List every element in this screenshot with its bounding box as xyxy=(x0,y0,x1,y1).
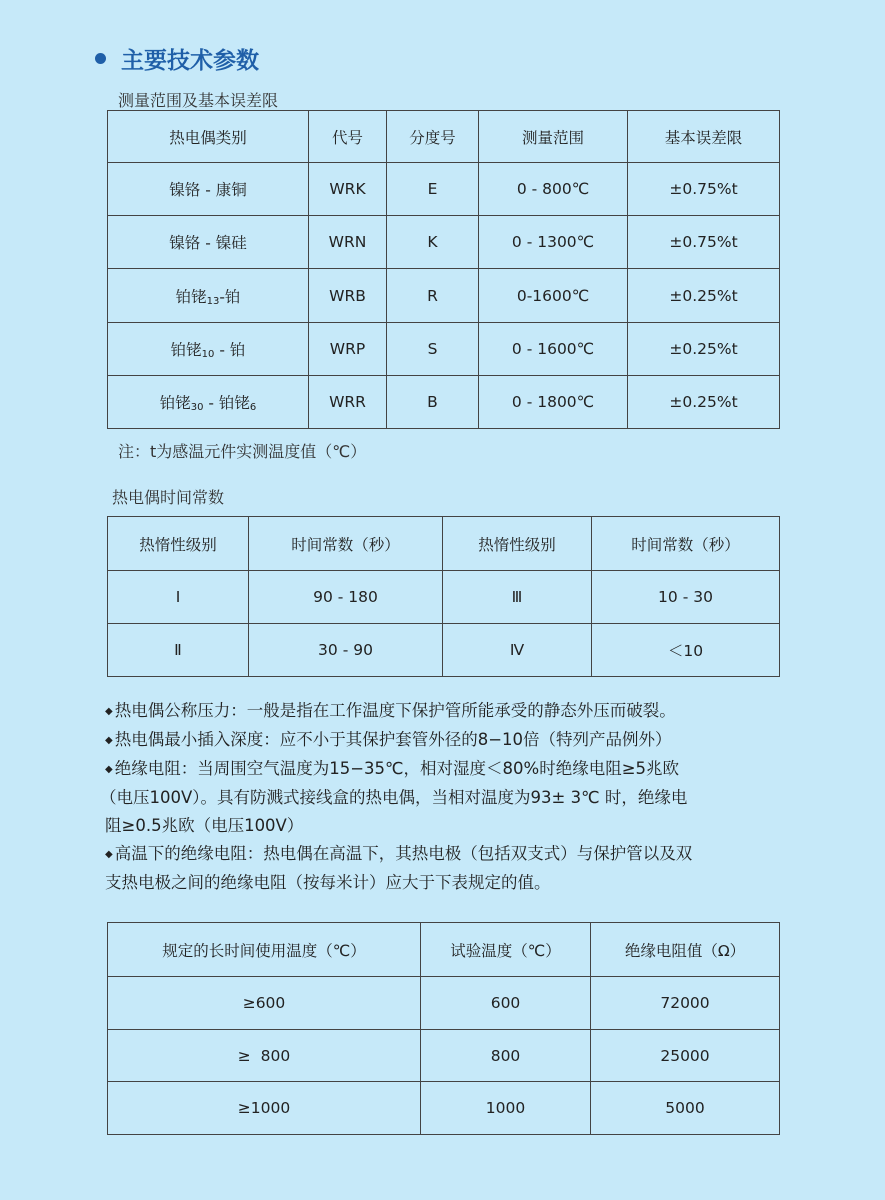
bullet-line: 阻≥0.5兆欧（电压100V） xyxy=(105,816,304,835)
range-cell: 0 - 1800℃ xyxy=(479,376,628,429)
time-cell: 30 - 90 xyxy=(249,624,443,677)
diamond-icon: ◆ xyxy=(105,764,113,775)
spec-bullets xyxy=(100,697,785,897)
test-temp-cell: 800 xyxy=(421,1030,591,1082)
table1-subtitle: 测量范围及基本误差限 xyxy=(118,91,279,110)
time-cell: 90 - 180 xyxy=(249,571,443,624)
time-cell: 10 - 30 xyxy=(592,571,780,624)
range-cell: 0 - 1300℃ xyxy=(479,216,628,269)
type-cell: 铂铑10 - 铂 xyxy=(108,323,309,376)
table-header-row xyxy=(108,517,780,571)
table-row xyxy=(108,1082,780,1135)
section-title: 主要技术参数 xyxy=(121,48,259,74)
header-cell: 分度号 xyxy=(387,111,479,163)
error-cell: ±0.25%t xyxy=(628,323,780,376)
table-row xyxy=(108,323,780,376)
header-cell: 规定的长时间使用温度（℃） xyxy=(108,923,421,977)
header-cell: 绝缘电阻值（Ω） xyxy=(591,923,780,977)
graduation-cell: K xyxy=(387,216,479,269)
level-cell: Ⅱ xyxy=(108,624,249,677)
error-cell: ±0.25%t xyxy=(628,269,780,323)
graduation-cell: B xyxy=(387,376,479,429)
resistance-cell: 5000 xyxy=(591,1082,780,1135)
header-cell: 时间常数（秒） xyxy=(592,517,780,571)
test-temp-cell: 1000 xyxy=(421,1082,591,1135)
graduation-cell: S xyxy=(387,323,479,376)
measurement-range-table xyxy=(107,110,780,429)
header-cell: 基本误差限 xyxy=(628,111,780,163)
code-cell: WRN xyxy=(309,216,387,269)
range-cell: 0-1600℃ xyxy=(479,269,628,323)
range-cell: 0 - 800℃ xyxy=(479,163,628,216)
table-row xyxy=(108,269,780,323)
use-temp-cell: ≥1000 xyxy=(108,1082,421,1135)
diamond-icon: ◆ xyxy=(105,735,113,746)
table-row xyxy=(108,376,780,429)
header-cell: 热惰性级别 xyxy=(443,517,592,571)
level-cell: Ⅰ xyxy=(108,571,249,624)
type-cell: 镍铬 - 镍硅 xyxy=(108,216,309,269)
table1-note: 注：t为感温元件实测温度值（℃） xyxy=(118,442,367,461)
table-header-row xyxy=(108,923,780,977)
insulation-resistance-table xyxy=(107,922,780,1135)
level-cell: Ⅲ xyxy=(443,571,592,624)
type-cell: 铂铑30 - 铂铑6 xyxy=(108,376,309,429)
bullet-dot-icon xyxy=(95,53,106,64)
header-cell: 时间常数（秒） xyxy=(249,517,443,571)
bullet-line: （电压100V）。具有防溅式接线盒的热电偶，当相对温度为93± 3℃ 时，绝缘电 xyxy=(100,788,688,807)
header-cell: 热电偶类别 xyxy=(108,111,309,163)
table-header-row xyxy=(108,111,780,163)
graduation-cell: E xyxy=(387,163,479,216)
table-row xyxy=(108,216,780,269)
resistance-cell: 72000 xyxy=(591,977,780,1030)
table-row xyxy=(108,624,780,677)
time-constant-table xyxy=(107,516,780,677)
header-cell: 热惰性级别 xyxy=(108,517,249,571)
test-temp-cell: 600 xyxy=(421,977,591,1030)
table-row xyxy=(108,571,780,624)
bullet-item: ◆ 热电偶最小插入深度：应不小于其保护套管外径的8−10倍（特列产品例外） xyxy=(105,730,672,749)
type-cell: 镍铬 - 康铜 xyxy=(108,163,309,216)
level-cell: Ⅳ xyxy=(443,624,592,677)
bullet-item: ◆ 高温下的绝缘电阻：热电偶在高温下，其热电极（包括双支式）与保护管以及双 xyxy=(105,844,693,863)
table2-subtitle: 热电偶时间常数 xyxy=(112,488,225,507)
code-cell: WRP xyxy=(309,323,387,376)
table-row xyxy=(108,163,780,216)
bullet-line: 支热电极之间的绝缘电阻（按每米计）应大于下表规定的值。 xyxy=(105,873,551,892)
section-heading xyxy=(95,42,259,75)
resistance-cell: 25000 xyxy=(591,1030,780,1082)
type-cell: 铂铑13-铂 xyxy=(108,269,309,323)
header-cell: 代号 xyxy=(309,111,387,163)
table-row xyxy=(108,977,780,1030)
graduation-cell: R xyxy=(387,269,479,323)
error-cell: ±0.75%t xyxy=(628,163,780,216)
error-cell: ±0.75%t xyxy=(628,216,780,269)
use-temp-cell: ≥600 xyxy=(108,977,421,1030)
diamond-icon: ◆ xyxy=(105,706,113,717)
error-cell: ±0.25%t xyxy=(628,376,780,429)
time-cell: ＜10 xyxy=(592,624,780,677)
code-cell: WRK xyxy=(309,163,387,216)
code-cell: WRR xyxy=(309,376,387,429)
diamond-icon: ◆ xyxy=(105,849,113,860)
header-cell: 测量范围 xyxy=(479,111,628,163)
code-cell: WRB xyxy=(309,269,387,323)
table-row xyxy=(108,1030,780,1082)
use-temp-cell: ≥ 800 xyxy=(108,1030,421,1082)
range-cell: 0 - 1600℃ xyxy=(479,323,628,376)
bullet-item: ◆ 绝缘电阻：当周围空气温度为15−35℃，相对湿度＜80%时绝缘电阻≥5兆欧 xyxy=(105,759,680,778)
bullet-item: ◆ 热电偶公称压力：一般是指在工作温度下保护管所能承受的静态外压而破裂。 xyxy=(105,701,676,720)
header-cell: 试验温度（℃） xyxy=(421,923,591,977)
